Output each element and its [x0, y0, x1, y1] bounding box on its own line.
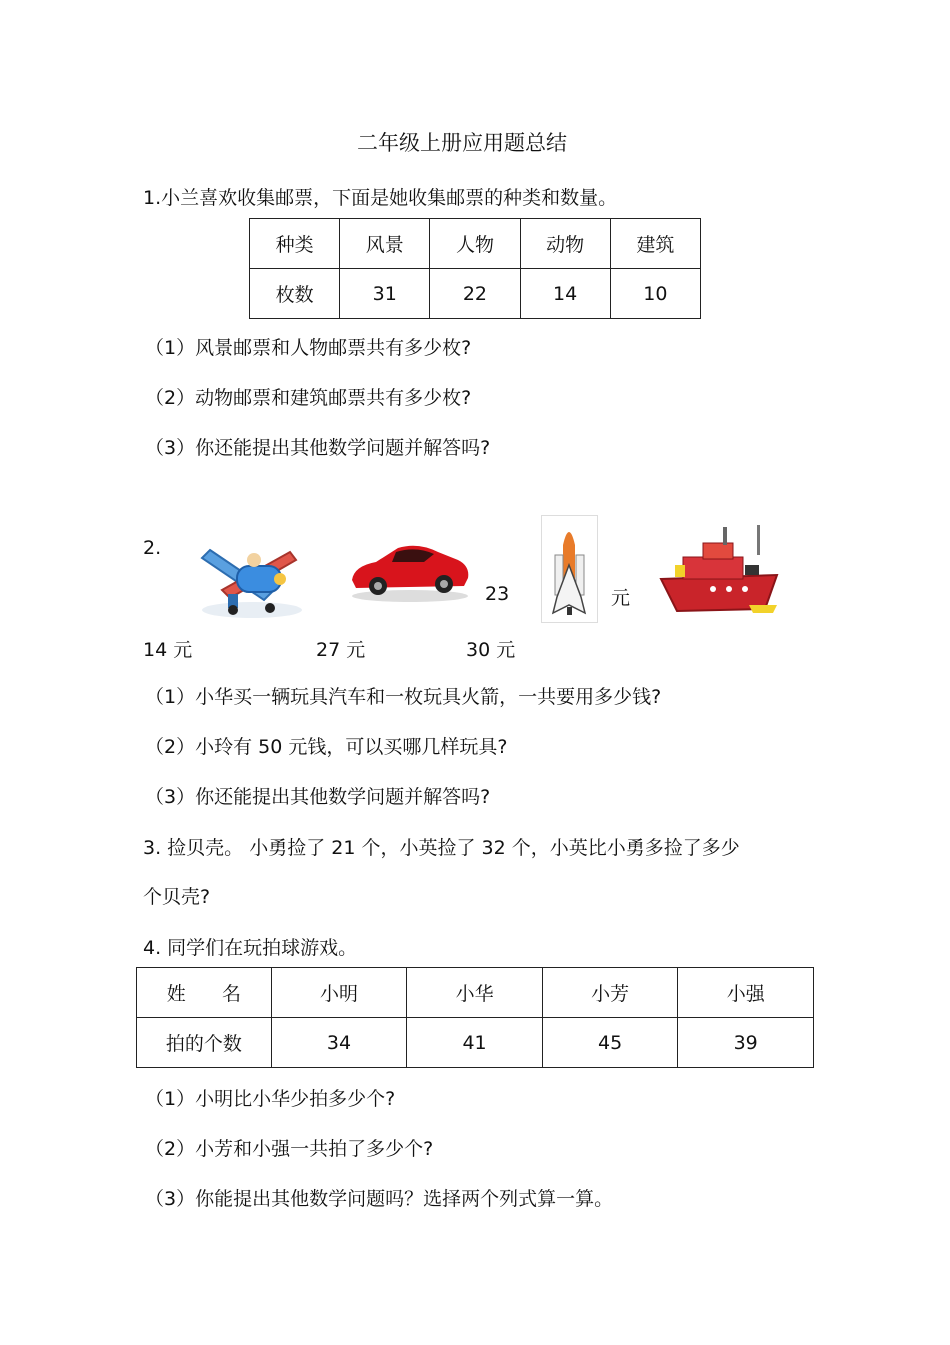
- q1-sub-2: （2）动物邮票和建筑邮票共有多少枚?: [145, 387, 472, 409]
- stamp-value-cell: 10: [610, 269, 700, 319]
- ship-price-unit: 元: [611, 587, 631, 609]
- q2-sub-2: （2）小玲有 50 元钱，可以买哪几样玩具?: [145, 736, 508, 758]
- q1-sub-3: （3）你还能提出其他数学问题并解答吗?: [145, 437, 491, 459]
- rocket-price: 30 元: [466, 639, 516, 661]
- ball-value-cell: 45: [542, 1018, 678, 1068]
- stamp-header-cell: 动物: [520, 219, 610, 269]
- q4-sub-1: （1）小明比小华少拍多少个?: [145, 1088, 396, 1110]
- ball-header-cell: 小强: [678, 968, 814, 1018]
- q3-line-2: 个贝壳?: [143, 886, 211, 908]
- ship-price-number: 23: [485, 583, 510, 605]
- q4-sub-2: （2）小芳和小强一共拍了多少个?: [145, 1138, 434, 1160]
- q1-intro: 1.小兰喜欢收集邮票，下面是她收集邮票的种类和数量。: [143, 187, 618, 209]
- ball-value-cell: 34: [271, 1018, 407, 1068]
- toy-airplane-image: [192, 530, 314, 620]
- stamp-header-cell: 种类: [250, 219, 340, 269]
- stamp-value-cell: 枚数: [250, 269, 340, 319]
- ball-value-cell: 拍的个数: [137, 1018, 272, 1068]
- stamp-value-cell: 22: [430, 269, 520, 319]
- toy-car-image: [346, 538, 474, 604]
- q1-sub-1: （1）风景邮票和人物邮票共有多少枚?: [145, 337, 472, 359]
- q4-intro: 4. 同学们在玩拍球游戏。: [143, 937, 358, 959]
- ball-header-cell: 小华: [407, 968, 543, 1018]
- airplane-price: 14 元: [143, 639, 193, 661]
- q3-line-1: 3. 捡贝壳。 小勇捡了 21 个，小英捡了 32 个，小英比小勇多捡了多少: [143, 837, 740, 859]
- toy-rocket-image: [541, 515, 598, 623]
- stamp-header-cell: 人物: [430, 219, 520, 269]
- bounce-ball-table: [136, 967, 814, 1068]
- car-price: 27 元: [316, 639, 366, 661]
- page-title: 二年级上册应用题总结: [357, 131, 567, 155]
- q4-sub-3: （3）你能提出其他数学问题吗？选择两个列式算一算。: [145, 1188, 614, 1210]
- ball-value-cell: 39: [678, 1018, 814, 1068]
- toy-ship-image: [653, 523, 783, 617]
- q2-sub-1: （1）小华买一辆玩具汽车和一枚玩具火箭，一共要用多少钱?: [145, 686, 662, 708]
- ball-header-cell: 小明: [271, 968, 407, 1018]
- q2-number: 2.: [143, 537, 162, 559]
- stamp-header-cell: 建筑: [610, 219, 700, 269]
- stamp-table: [249, 218, 701, 319]
- q2-sub-3: （3）你还能提出其他数学问题并解答吗?: [145, 786, 491, 808]
- stamp-value-cell: 14: [520, 269, 610, 319]
- ball-header-cell: 姓 名: [137, 968, 272, 1018]
- ball-header-cell: 小芳: [542, 968, 678, 1018]
- stamp-value-cell: 31: [340, 269, 430, 319]
- ball-value-cell: 41: [407, 1018, 543, 1068]
- stamp-header-cell: 风景: [340, 219, 430, 269]
